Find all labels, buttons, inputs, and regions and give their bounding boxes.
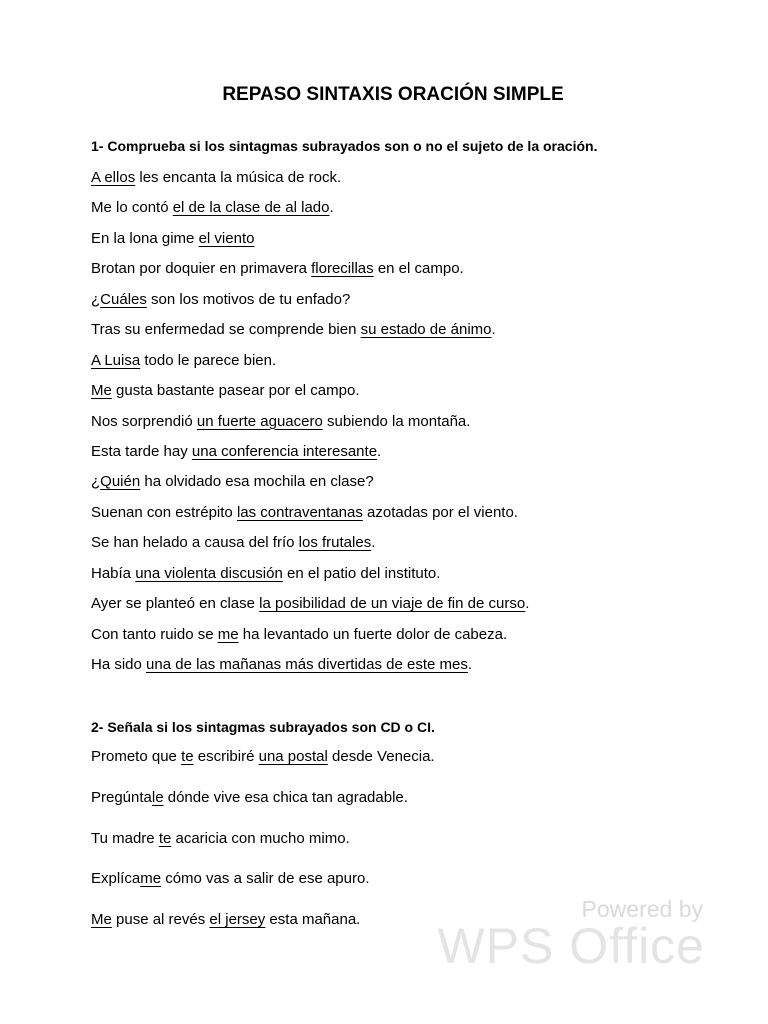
underlined-phrase: la posibilidad de un viaje de fin de curso <box>259 595 526 613</box>
sentence-text: les encanta la música de rock. <box>135 169 342 186</box>
underlined-phrase: el jersey <box>209 911 266 928</box>
sentence-text: Suenan con estrépito <box>91 503 237 521</box>
sentence <box>91 285 529 315</box>
sentence-text: ha levantado un fuerte dolor de cabeza. <box>238 625 508 643</box>
sentence-text: son los motivos de tu enfado? <box>146 290 351 308</box>
sentence-text: Esta tarde hay <box>91 442 192 460</box>
sentence-text: subiendo la montaña. <box>322 412 471 430</box>
underlined-phrase: una violenta discusión <box>135 564 283 582</box>
sentence <box>91 346 529 376</box>
sentence-text: en el patio del instituto. <box>282 564 441 582</box>
sentence <box>91 559 529 589</box>
sentence-text: Ha sido <box>91 656 147 673</box>
sentence <box>91 528 529 558</box>
sentence-text: esta mañana. <box>265 911 361 928</box>
sentence-text: ha olvidado esa mochila en clase? <box>140 473 374 491</box>
section-2-sentences <box>91 737 435 941</box>
watermark-powered-by: Powered by <box>581 896 703 922</box>
section-1-heading: 1- Comprueba si los sintagmas subrayados son o no el sujeto de la oración. <box>91 138 598 154</box>
sentence-text: gusta bastante pasear por el campo. <box>111 382 360 400</box>
underlined-phrase: el viento <box>198 229 255 247</box>
sentence-text: dónde vive esa chica tan agradable. <box>163 788 408 806</box>
sentence-text: En la lona gime <box>91 229 199 247</box>
sentence-text: en el campo. <box>373 260 464 278</box>
underlined-phrase: Me <box>91 911 112 928</box>
sentence <box>91 163 529 193</box>
sentence <box>91 224 529 254</box>
underlined-phrase: las contraventanas <box>236 503 363 521</box>
underlined-phrase: el de la clase de al lado <box>172 199 330 217</box>
underlined-phrase: una conferencia interesante <box>191 442 378 460</box>
sentence-text: Se han helado a causa del frío <box>91 534 299 552</box>
sentence <box>91 407 529 437</box>
underlined-phrase: una de las mañanas más divertidas de este mes <box>146 656 468 673</box>
sentence <box>91 498 529 528</box>
document-title: REPASO SINTAXIS ORACIÓN SIMPLE <box>222 84 564 105</box>
sentence <box>91 859 435 900</box>
underlined-phrase: Quién <box>100 473 141 491</box>
underlined-phrase: le <box>151 788 164 806</box>
sentence-text: Explíca <box>91 870 141 888</box>
underlined-phrase: Cuáles <box>100 290 147 308</box>
sentence-text: todo le parece bien. <box>140 351 277 369</box>
sentence <box>91 376 529 406</box>
underlined-phrase: una postal <box>258 748 328 765</box>
sentence-text: . <box>525 595 530 613</box>
sentence-text: Con tanto ruido se <box>91 625 218 643</box>
sentence-text: Brotan por doquier en primavera <box>91 260 312 278</box>
underlined-phrase: A Luisa <box>91 351 141 369</box>
sentence <box>91 193 529 223</box>
sentence <box>91 315 529 345</box>
underlined-phrase: florecillas <box>311 260 374 278</box>
watermark-wps-office-logo: WPS Office <box>437 918 705 974</box>
sentence-text: escribiré <box>193 748 259 765</box>
sentence-text: Ayer se planteó en clase <box>91 595 260 613</box>
sentence-text: azotadas por el viento. <box>362 503 518 521</box>
sentence-text: Me lo contó <box>91 199 173 217</box>
section-2-heading: 2- Señala si los sintagmas subrayados son CD o CI. <box>91 719 435 735</box>
sentence <box>91 467 529 497</box>
sentence-text: Tu madre <box>91 829 159 847</box>
sentence-text: cómo vas a salir de ese apuro. <box>161 870 370 888</box>
sentence-text: Pregúnta <box>91 788 152 806</box>
underlined-phrase: Me <box>91 382 112 400</box>
sentence-text: . <box>371 534 376 552</box>
sentence <box>91 900 435 941</box>
underlined-phrase: me <box>217 625 239 643</box>
underlined-phrase: un fuerte aguacero <box>196 412 323 430</box>
underlined-phrase: me <box>140 870 162 888</box>
sentence <box>91 620 529 650</box>
sentence-text: Prometo que <box>91 748 182 765</box>
underlined-phrase: te <box>158 829 172 847</box>
sentence-text: Había <box>91 564 136 582</box>
underlined-phrase: su estado de ánimo <box>360 321 492 339</box>
sentence-text: Tras su enfermedad se comprende bien <box>91 321 361 339</box>
sentence-text: . <box>329 199 334 217</box>
sentence <box>91 254 529 284</box>
sentence-text: acaricia con mucho mimo. <box>171 829 350 847</box>
sentence-text: desde Venecia. <box>327 748 435 765</box>
sentence <box>91 589 529 619</box>
sentence <box>91 650 529 680</box>
sentence-text: puse al revés <box>111 911 210 928</box>
sentence <box>91 819 435 860</box>
underlined-phrase: te <box>181 748 194 765</box>
sentence-text: ¿ <box>91 290 101 308</box>
underlined-phrase: los frutales <box>298 534 372 552</box>
sentence-text: ¿ <box>91 473 101 491</box>
sentence-text: . <box>377 442 382 460</box>
underlined-phrase: A ellos <box>91 169 136 186</box>
sentence-text: . <box>467 656 473 673</box>
sentence <box>91 437 529 467</box>
sentence <box>91 778 435 819</box>
sentence-text: . <box>491 321 496 339</box>
sentence <box>91 737 435 778</box>
sentence-text: Nos sorprendió <box>91 412 197 430</box>
section-1-sentences <box>91 163 529 680</box>
